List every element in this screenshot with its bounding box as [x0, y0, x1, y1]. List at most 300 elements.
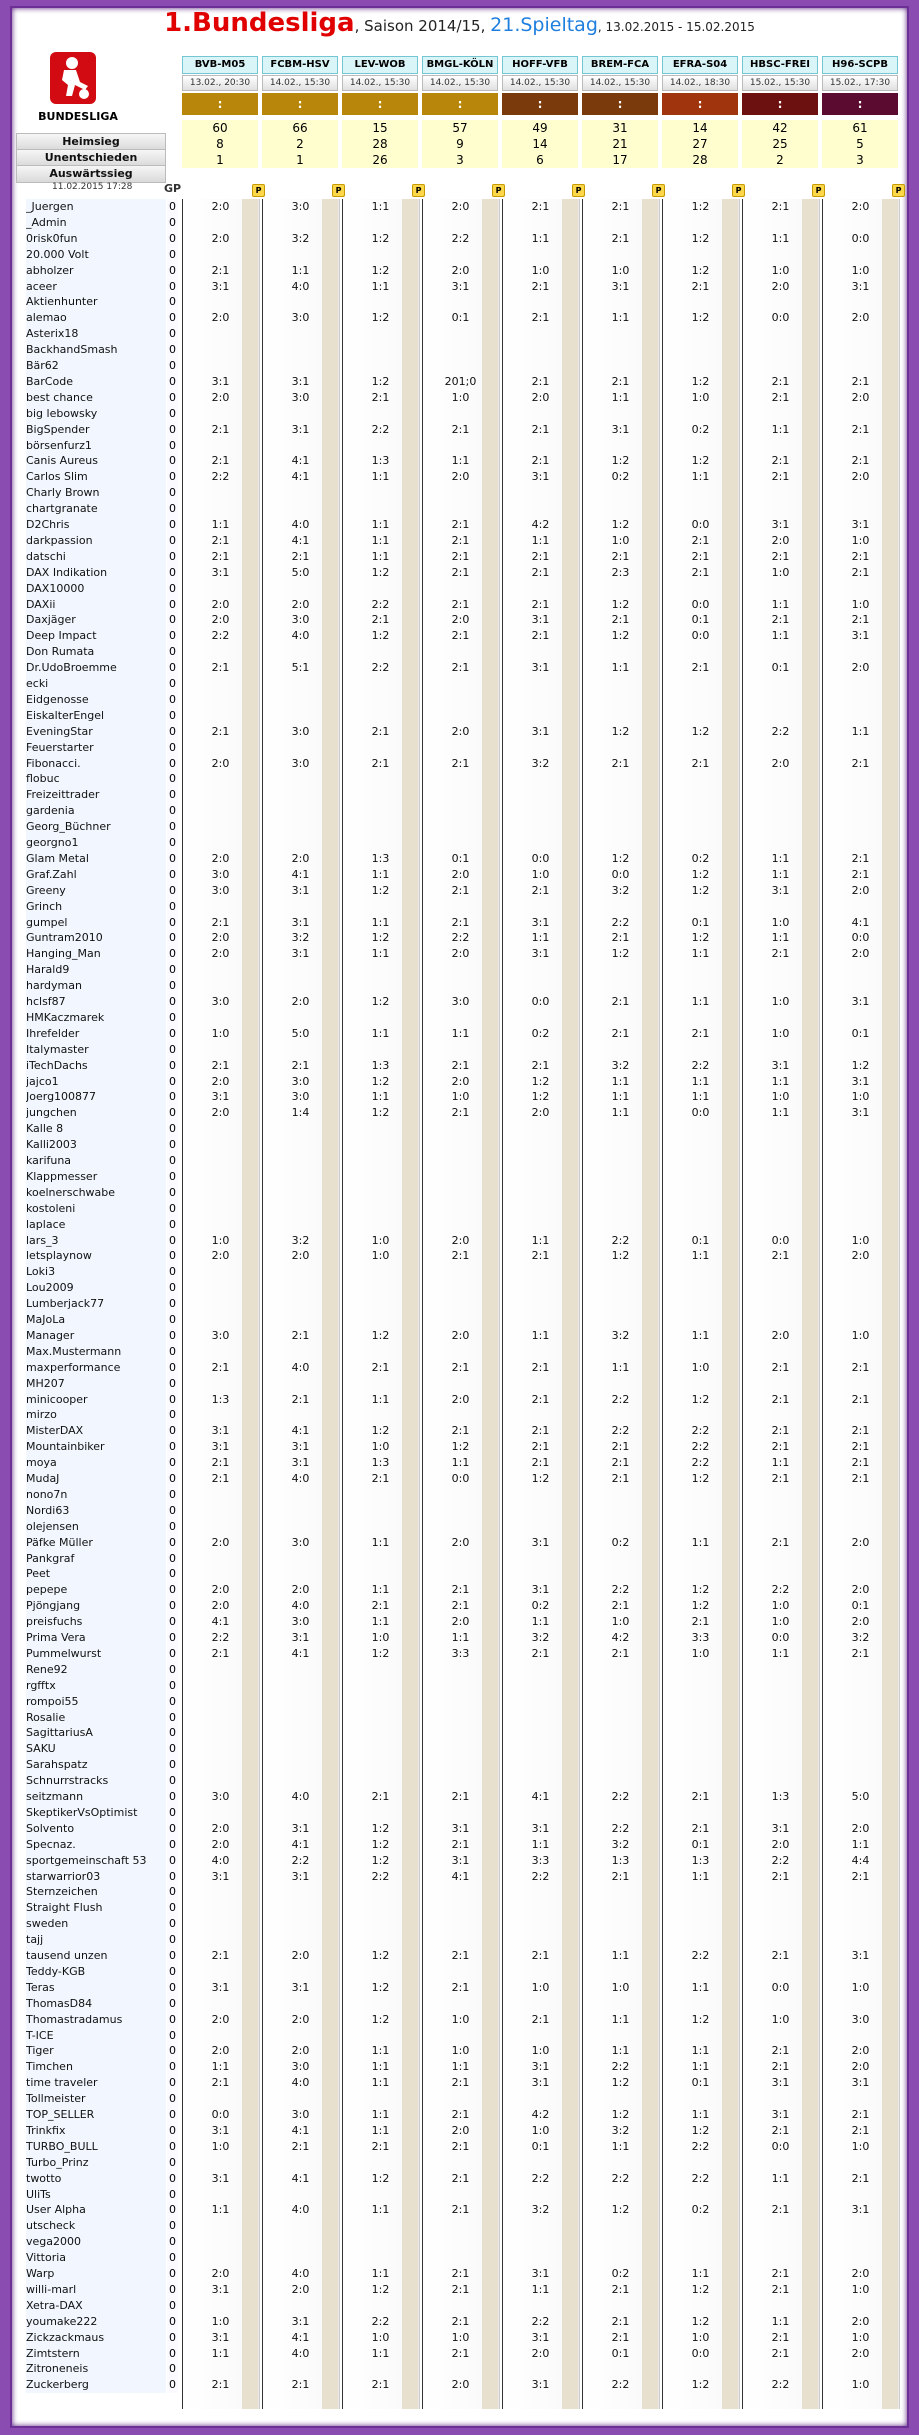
player-name[interactable]: Ihrefelder: [26, 1026, 166, 1042]
player-name[interactable]: youmake222: [26, 2314, 166, 2330]
player-name[interactable]: Italymaster: [26, 1042, 166, 1058]
match-header[interactable]: [662, 56, 738, 168]
player-name[interactable]: Grinch: [26, 899, 166, 915]
player-name[interactable]: vega2000: [26, 2234, 166, 2250]
tip-cell: 2:1: [451, 1058, 470, 1072]
player-name[interactable]: kostoleni: [26, 1201, 166, 1217]
player-points: 0: [169, 1392, 176, 1406]
match-score: :: [342, 93, 418, 115]
player-name[interactable]: Fibonacci.: [26, 756, 166, 772]
tip-cell: 2:1: [291, 1058, 310, 1072]
player-name[interactable]: Prima Vera: [26, 1630, 166, 1646]
tip-cell: 1:1: [371, 2060, 390, 2074]
tip-cell: 4:1: [291, 2171, 310, 2185]
tip-cell: 2:0: [211, 613, 230, 627]
match-name: LEV-WOB: [342, 56, 418, 74]
tip-cell: 0:1: [531, 2139, 550, 2153]
player-name[interactable]: Klappmesser: [26, 1169, 166, 1185]
player-points: 0: [169, 2123, 176, 2137]
player-name[interactable]: willi-marl: [26, 2282, 166, 2298]
tip-cell: 2:2: [371, 597, 390, 611]
tip-cell: 2:0: [851, 2267, 870, 2280]
player-points: 0: [169, 454, 176, 468]
tip-cell: 2:1: [771, 2123, 790, 2137]
tip-cell: 1:0: [851, 2330, 870, 2344]
tip-cell: 3:2: [611, 1058, 630, 1072]
tip-cell: 1:2: [371, 2282, 390, 2296]
player-name[interactable]: sweden: [26, 1916, 166, 1932]
tip-cell: 1:2: [611, 597, 630, 611]
tip-cell: 1:1: [691, 947, 710, 961]
tip-cell: 2:2: [691, 1424, 710, 1438]
tip-cell: 3:1: [291, 947, 310, 961]
player-name[interactable]: DAXii: [26, 597, 166, 613]
player-name[interactable]: gumpel: [26, 915, 166, 931]
tip-cell: 1:2: [691, 2378, 710, 2392]
player-name[interactable]: big lebowsky: [26, 406, 166, 422]
player-points: 0: [169, 581, 176, 595]
tip-cell: 2:2: [611, 1583, 630, 1597]
tip-cell: 2:0: [291, 597, 310, 611]
player-name[interactable]: Tollmeister: [26, 2091, 166, 2107]
player-name[interactable]: BarCode: [26, 374, 166, 390]
player-name[interactable]: User Alpha: [26, 2202, 166, 2218]
player-name[interactable]: MH207: [26, 1376, 166, 1392]
tip-cell: 3:1: [851, 1074, 870, 1088]
tip-cell: 1:2: [451, 1440, 470, 1454]
player-name[interactable]: DAX10000: [26, 581, 166, 597]
tip-cell: 2:1: [771, 2060, 790, 2074]
player-name[interactable]: Freizeittrader: [26, 787, 166, 803]
player-name[interactable]: T-ICE: [26, 2028, 166, 2044]
match-name: BVB-M05: [182, 56, 258, 74]
match-header[interactable]: [262, 56, 338, 168]
player-name[interactable]: EiskalterEngel: [26, 708, 166, 724]
tip-cell: 1:2: [371, 2012, 390, 2026]
tip-cell: 2:1: [771, 549, 790, 563]
player-name[interactable]: Rosalie: [26, 1710, 166, 1726]
match-score: :: [422, 93, 498, 115]
player-name[interactable]: DAX Indikation: [26, 565, 166, 581]
player-name[interactable]: olejensen: [26, 1519, 166, 1535]
tip-cell: 1:2: [611, 629, 630, 643]
player-name[interactable]: Georg_Büchner: [26, 819, 166, 835]
player-name[interactable]: EveningStar: [26, 724, 166, 740]
match-header[interactable]: [742, 56, 818, 168]
player-name[interactable]: Dr.UdoBroemme: [26, 660, 166, 676]
tip-cell: 2:1: [451, 2076, 470, 2090]
tip-cell: 2:1: [211, 2378, 230, 2392]
player-name[interactable]: Specnaz.: [26, 1837, 166, 1853]
tip-cell: 0:2: [691, 851, 710, 865]
tip-cell: 2:1: [371, 1472, 390, 1485]
tip-cell: 0:1: [691, 613, 710, 627]
player-name[interactable]: best chance: [26, 390, 166, 406]
player-name[interactable]: Zickzackmaus: [26, 2330, 166, 2346]
player-name[interactable]: Lou2009: [26, 1280, 166, 1296]
player-name[interactable]: time traveler: [26, 2075, 166, 2091]
tip-cell: 2:1: [611, 756, 630, 770]
tip-cell: 2:1: [611, 549, 630, 563]
player-name[interactable]: TURBO_BULL: [26, 2139, 166, 2155]
tip-cell: 0:0: [691, 629, 710, 643]
tip-cell: 2:1: [691, 279, 710, 293]
player-name[interactable]: börsenfurz1: [26, 438, 166, 454]
tip-cell: 1:1: [291, 263, 310, 277]
player-name[interactable]: Xetra-DAX: [26, 2298, 166, 2314]
tip-cell: 2:2: [531, 2171, 550, 2185]
player-name[interactable]: BackhandSmash: [26, 342, 166, 358]
player-name[interactable]: letsplaynow: [26, 1248, 166, 1264]
player-points: 0: [169, 2251, 176, 2265]
player-name[interactable]: seitzmann: [26, 1789, 166, 1805]
tip-cell: 1:2: [531, 1074, 550, 1088]
tip-cell: 1:1: [771, 2171, 790, 2185]
player-name[interactable]: Feuerstarter: [26, 740, 166, 756]
player-name[interactable]: tajj: [26, 1932, 166, 1948]
tip-cell: 3:1: [211, 565, 230, 579]
player-name[interactable]: SkeptikerVsOptimist: [26, 1805, 166, 1821]
player-name[interactable]: rgfftx: [26, 1678, 166, 1694]
player-name[interactable]: Straight Flush: [26, 1900, 166, 1916]
tip-cell: 2:1: [771, 2044, 790, 2058]
tip-cell: 2:2: [211, 1631, 230, 1644]
match-unentschieden-count: 9: [422, 136, 498, 152]
player-name[interactable]: Deep Impact: [26, 628, 166, 644]
match-header[interactable]: [182, 56, 258, 168]
player-name[interactable]: alemao: [26, 310, 166, 326]
match-auswaertssieg-count: 28: [662, 152, 738, 168]
tip-cell: 2:1: [451, 883, 470, 897]
player-name[interactable]: georgno1: [26, 835, 166, 851]
tip-cell: 1:1: [771, 597, 790, 611]
player-name[interactable]: Asterix18: [26, 326, 166, 342]
player-name[interactable]: jungchen: [26, 1105, 166, 1121]
player-name[interactable]: ThomasD84: [26, 1996, 166, 2012]
player-name[interactable]: chartgranate: [26, 501, 166, 517]
tip-cell: 1:1: [611, 1106, 630, 1120]
tip-cell: 2:0: [211, 1837, 230, 1851]
player-name[interactable]: 0risk0fun: [26, 231, 166, 247]
player-name[interactable]: Don Rumata: [26, 644, 166, 660]
player-name[interactable]: tausend unzen: [26, 1948, 166, 1964]
tip-cell: 2:1: [771, 1360, 790, 1374]
tip-cell: 2:2: [531, 1869, 550, 1883]
player-name[interactable]: Aktienhunter: [26, 294, 166, 310]
player-points: 0: [169, 2108, 176, 2121]
player-points: 0: [169, 263, 176, 277]
player-name[interactable]: hardyman: [26, 978, 166, 994]
player-name[interactable]: starwarrior03: [26, 1869, 166, 1885]
player-name[interactable]: Pummelwurst: [26, 1646, 166, 1662]
tip-cell: 2:1: [451, 756, 470, 770]
match-header[interactable]: [822, 56, 898, 168]
player-name[interactable]: MaJoLa: [26, 1312, 166, 1328]
player-name[interactable]: Mountainbiker: [26, 1439, 166, 1455]
match-header[interactable]: [502, 56, 578, 168]
tip-cell: 1:1: [371, 1026, 390, 1040]
tip-cell: 1:1: [371, 2203, 390, 2217]
tip-cell: 2:2: [611, 1424, 630, 1438]
player-name[interactable]: karifuna: [26, 1153, 166, 1169]
player-name[interactable]: Greeny: [26, 883, 166, 899]
player-name[interactable]: Charly Brown: [26, 485, 166, 501]
match-heimsieg-count: 42: [742, 120, 818, 136]
player-points: 0: [169, 1169, 176, 1183]
player-name[interactable]: flobuc: [26, 771, 166, 787]
player-name[interactable]: Zitroneneis: [26, 2361, 166, 2377]
player-name[interactable]: Kalli2003: [26, 1137, 166, 1153]
bundesliga-logo-icon: [50, 52, 96, 104]
player-name[interactable]: Bär62: [26, 358, 166, 374]
tip-cell: 0:0: [531, 995, 550, 1008]
player-name[interactable]: BigSpender: [26, 422, 166, 438]
player-name[interactable]: Daxjäger: [26, 612, 166, 628]
player-name[interactable]: Rene92: [26, 1662, 166, 1678]
tip-cell: 2:0: [451, 1392, 470, 1406]
player-name[interactable]: Eidgenosse: [26, 692, 166, 708]
player-points: 0: [169, 677, 176, 690]
player-name[interactable]: lars_3: [26, 1233, 166, 1249]
player-name[interactable]: Nordi63: [26, 1503, 166, 1519]
tip-cell: 4:0: [291, 1599, 310, 1613]
tip-cell: 2:0: [851, 2044, 870, 2058]
player-name[interactable]: utscheck: [26, 2218, 166, 2234]
player-points: 0: [169, 1122, 176, 1136]
player-name[interactable]: ecki: [26, 676, 166, 692]
tip-cell: 0:1: [451, 851, 470, 865]
tip-cell: 1:2: [691, 867, 710, 881]
player-name[interactable]: D2Chris: [26, 517, 166, 533]
tip-cell: 3:2: [531, 756, 550, 770]
player-name[interactable]: rompoi55: [26, 1694, 166, 1710]
player-points: 0: [169, 1996, 176, 2010]
player-points: 0: [169, 1519, 176, 1533]
player-name[interactable]: Max.Mustermann: [26, 1344, 166, 1360]
player-name[interactable]: 20.000 Volt: [26, 247, 166, 263]
tip-cell: 2:1: [771, 1949, 790, 1962]
points-badge: P: [652, 184, 665, 197]
match-auswaertssieg-count: 26: [342, 152, 418, 168]
player-name[interactable]: MisterDAX: [26, 1423, 166, 1439]
player-points: 0: [169, 772, 176, 786]
player-name[interactable]: Guntram2010: [26, 930, 166, 946]
player-name[interactable]: Manager: [26, 1328, 166, 1344]
player-name[interactable]: Timchen: [26, 2059, 166, 2075]
tip-cell: 3:2: [291, 931, 310, 945]
player-points: 0: [169, 1662, 176, 1676]
player-name[interactable]: Graf.Zahl: [26, 867, 166, 883]
player-name[interactable]: Loki3: [26, 1264, 166, 1280]
player-name[interactable]: abholzer: [26, 263, 166, 279]
tip-cell: 3:1: [291, 1821, 310, 1835]
player-name[interactable]: mirzo: [26, 1407, 166, 1423]
tip-cell: 0:0: [691, 2346, 710, 2360]
tip-cell: 1:2: [691, 724, 710, 738]
player-name[interactable]: Teras: [26, 1980, 166, 1996]
player-name[interactable]: Trinkfix: [26, 2123, 166, 2139]
player-name[interactable]: Hanging_Man: [26, 946, 166, 962]
tip-cell: 1:3: [611, 1853, 630, 1867]
player-name[interactable]: laplace: [26, 1217, 166, 1233]
tip-cell: 2:0: [211, 1074, 230, 1088]
tip-cell: 2:1: [451, 1249, 470, 1263]
matchday-title[interactable]: 21.Spieltag: [490, 14, 598, 36]
tip-cell: 2:0: [851, 661, 870, 675]
tip-cell: 2:1: [771, 1472, 790, 1485]
player-points: 0: [169, 1010, 176, 1024]
player-name[interactable]: Lumberjack77: [26, 1296, 166, 1312]
tip-cell: 3:1: [291, 883, 310, 897]
tip-cell: 2:2: [691, 1058, 710, 1072]
match-header[interactable]: [342, 56, 418, 168]
player-name[interactable]: Zuckerberg: [26, 2377, 166, 2393]
player-name[interactable]: gardenia: [26, 803, 166, 819]
player-name[interactable]: Warp: [26, 2266, 166, 2282]
player-name[interactable]: MudaJ: [26, 1471, 166, 1487]
tip-cell: 1:0: [531, 2044, 550, 2058]
player-name[interactable]: aceer: [26, 279, 166, 295]
tip-cell: 3:0: [211, 867, 230, 881]
player-name[interactable]: koelnerschwabe: [26, 1185, 166, 1201]
player-name[interactable]: Turbo_Prinz: [26, 2155, 166, 2171]
tip-cell: 2:1: [291, 1328, 310, 1342]
player-name[interactable]: _Admin: [26, 215, 166, 231]
player-name[interactable]: iTechDachs: [26, 1058, 166, 1074]
player-name[interactable]: Glam Metal: [26, 851, 166, 867]
player-points: 0: [169, 1901, 176, 1915]
tip-cell: 2:0: [451, 1615, 470, 1629]
player-name[interactable]: darkpassion: [26, 533, 166, 549]
player-name[interactable]: pepepe: [26, 1582, 166, 1598]
tip-cell: 1:0: [851, 533, 870, 547]
match-date: 15.02., 15:30: [742, 75, 818, 91]
player-name[interactable]: Tiger: [26, 2043, 166, 2059]
player-name[interactable]: Kalle 8: [26, 1121, 166, 1137]
match-auswaertssieg-count: 17: [582, 152, 658, 168]
player-points: 0: [169, 1472, 176, 1485]
tip-cell: 4:1: [291, 2123, 310, 2137]
player-name[interactable]: Canis Aureus: [26, 453, 166, 469]
tip-cell: 2:1: [531, 1424, 550, 1438]
player-points: 0: [169, 2139, 176, 2153]
tip-cell: 2:1: [451, 2171, 470, 2185]
player-name[interactable]: preisfuchs: [26, 1614, 166, 1630]
player-name[interactable]: Schnurrstracks: [26, 1773, 166, 1789]
player-name[interactable]: HMKaczmarek: [26, 1010, 166, 1026]
player-points: 0: [169, 343, 176, 357]
player-name[interactable]: Sarahspatz: [26, 1757, 166, 1773]
player-name[interactable]: nono7n: [26, 1487, 166, 1503]
tip-cell: 2:0: [851, 2314, 870, 2328]
player-name[interactable]: maxperformance: [26, 1360, 166, 1376]
player-name[interactable]: Joerg100877: [26, 1089, 166, 1105]
player-points: 0: [169, 1583, 176, 1597]
player-points: 0: [169, 1138, 176, 1152]
player-name[interactable]: Pankgraf: [26, 1551, 166, 1567]
player-points: 0: [169, 1774, 176, 1788]
tip-cell: 2:1: [451, 533, 470, 547]
player-name[interactable]: Thomastradamus: [26, 2012, 166, 2028]
tip-cell: 2:1: [451, 1599, 470, 1613]
player-name[interactable]: twotto: [26, 2171, 166, 2187]
tip-cell: 2:1: [211, 549, 230, 563]
player-name[interactable]: hclsf87: [26, 994, 166, 1010]
player-name[interactable]: Carlos Slim: [26, 469, 166, 485]
tip-cell: 5:1: [291, 661, 310, 675]
player-name[interactable]: Teddy-KGB: [26, 1964, 166, 1980]
tip-cell: 0:0: [691, 1106, 710, 1120]
tip-cell: 4:0: [291, 1790, 310, 1803]
player-name[interactable]: sportgemeinschaft 53: [26, 1853, 166, 1869]
player-points: 0: [169, 327, 176, 341]
points-badge: P: [252, 184, 265, 197]
tip-cell: 2:0: [291, 995, 310, 1008]
tip-cell: 1:2: [691, 1472, 710, 1485]
tip-cell: 1:1: [371, 1090, 390, 1104]
tip-cell: 3:1: [211, 1090, 230, 1104]
tip-cell: 1:1: [211, 518, 230, 531]
tip-cell: 2:2: [691, 2171, 710, 2185]
tip-cell: 2:0: [451, 613, 470, 627]
tip-cell: 1:1: [771, 1106, 790, 1120]
tip-cell: 1:1: [451, 1631, 470, 1644]
player-name[interactable]: Pjöngjang: [26, 1598, 166, 1614]
tip-cell: 3:1: [291, 1440, 310, 1454]
tip-cell: 2:1: [211, 1472, 230, 1485]
match-header[interactable]: [422, 56, 498, 168]
player-name[interactable]: TOP_SELLER: [26, 2107, 166, 2123]
bundesliga-logo-text: BUNDESLIGA: [38, 110, 118, 123]
tip-cell: 3:1: [531, 947, 550, 961]
player-name[interactable]: Sternzeichen: [26, 1884, 166, 1900]
player-name[interactable]: datschi: [26, 549, 166, 565]
tip-cell: 2:1: [611, 2330, 630, 2344]
player-name[interactable]: Päfke Müller: [26, 1535, 166, 1551]
tip-cell: 3:2: [611, 1328, 630, 1342]
tip-cell: 1:0: [211, 1026, 230, 1040]
tip-cell: 1:0: [771, 1090, 790, 1104]
tip-cell: 2:0: [451, 1328, 470, 1342]
player-name[interactable]: Solvento: [26, 1821, 166, 1837]
match-header[interactable]: [582, 56, 658, 168]
tip-cell: 1:0: [211, 2139, 230, 2153]
player-name[interactable]: UliTs: [26, 2187, 166, 2203]
player-name[interactable]: _Juergen: [26, 199, 166, 215]
player-name[interactable]: moya: [26, 1455, 166, 1471]
tip-cell: 2:1: [771, 613, 790, 627]
tip-cell: 2:1: [691, 533, 710, 547]
tip-cell: 0:1: [851, 1599, 870, 1613]
player-name[interactable]: minicooper: [26, 1392, 166, 1408]
tip-cell: 1:1: [371, 1535, 390, 1549]
player-name[interactable]: jajco1: [26, 1074, 166, 1090]
player-name[interactable]: SagittariusA: [26, 1725, 166, 1741]
tip-cell: 1:1: [371, 2108, 390, 2121]
player-name[interactable]: Peet: [26, 1566, 166, 1582]
tip-cell: 1:3: [371, 454, 390, 468]
tip-cell: 2:1: [211, 915, 230, 929]
player-name[interactable]: SAKU: [26, 1741, 166, 1757]
tip-cell: 4:0: [291, 518, 310, 531]
tip-cell: 3:1: [531, 1821, 550, 1835]
player-name[interactable]: Vittoria: [26, 2250, 166, 2266]
player-points: 0: [169, 231, 176, 245]
player-name[interactable]: Zimtstern: [26, 2346, 166, 2362]
tip-cell: 2:1: [851, 2108, 870, 2121]
tip-cell: 5:0: [851, 1790, 870, 1803]
player-name[interactable]: Harald9: [26, 962, 166, 978]
